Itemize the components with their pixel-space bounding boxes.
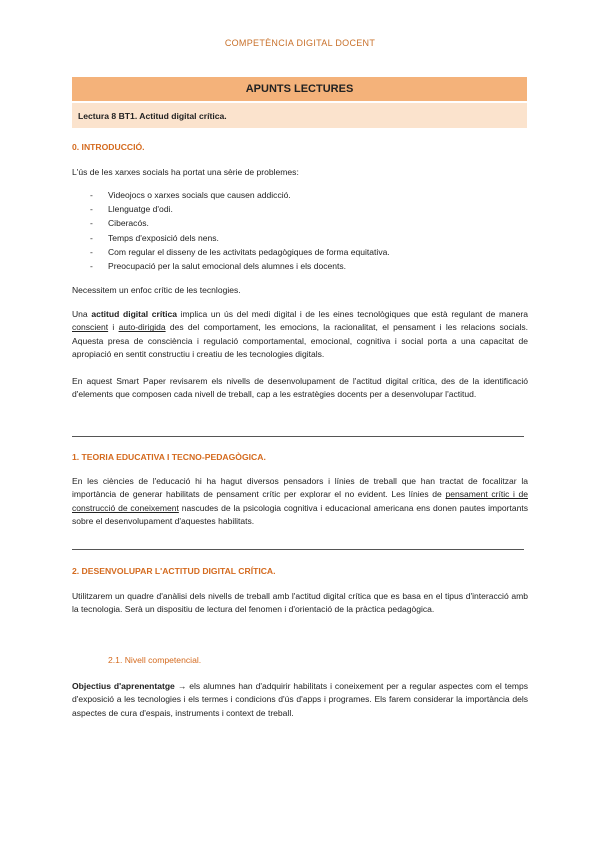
paragraph-definition: [72, 308, 528, 362]
list-item: - Ciberacós.: [90, 216, 390, 230]
text-run: i: [108, 322, 119, 333]
paragraph-teoria: [72, 475, 528, 529]
text-run: nascudes de la psicologia cognitiva i educacional americana ens donen pautes importants sobre el desenvolupament d'aquestes habilitats.: [72, 502, 529, 527]
list-item: - Videojocs o xarxes socials que causen addicció.: [90, 188, 390, 202]
page-header: COMPETÈNCIA DIGITAL DOCENT: [224, 38, 376, 48]
text-run: Una: [72, 309, 92, 319]
section-heading-teoria: 1. TEORIA EDUCATIVA I TECNO-PEDAGÒGICA.: [72, 452, 266, 462]
list-item: - Preocupació per la salut emocional dels alumnes i els docents.: [90, 259, 390, 273]
title-banner: [72, 77, 527, 101]
bold-term: actitud digital crítica: [91, 309, 177, 319]
section-heading-introduccio: 0. INTRODUCCIÓ.: [72, 142, 145, 152]
underlined-term: pensament crític i de construcció de coneixement: [72, 489, 529, 513]
list-item: - Llenguatge d'odi.: [90, 202, 390, 216]
text-run: implica un ús del medi digital i de les eines tecnològiques que està regulant de manera: [176, 309, 528, 319]
list-item: - Com regular el disseny de les activitats pedagògiques de forma equitativa.: [90, 245, 390, 259]
divider: [72, 549, 524, 550]
underlined-term: auto-dirigida: [118, 322, 166, 333]
document-title: APUNTS LECTURES: [245, 83, 354, 95]
lecture-title: Lectura 8 BT1. Actitud digital crítica.: [78, 110, 227, 121]
underlined-term: conscient: [72, 322, 109, 333]
text-run: → els alumnes han d'adquirir habilitats i coneixement per a regular aspectes com el temps d'exposició a les tecnologies i els termes i condicions d'ús d'apps i programes. Els farem considerar la importància dels aspectes de cura d'espais, instruments i context de treball.: [72, 681, 528, 718]
lecture-banner: [72, 103, 527, 128]
text-run: des del comportament, les emocions, la racionalitat, el pensament i les relacions socials. Aquesta presa de consciència i regulació comportamental, emocional, cognitiva i social porta a una capacitat de apropiació en sentit constructiu i creatiu de les tecnologies digitals.: [72, 322, 529, 360]
paragraph-enfoc: Necessitem un enfoc crític de les tecnlogies.: [72, 285, 241, 295]
paragraph-smart-paper: En aquest Smart Paper revisarem els nivells de desenvolupament de l'actitud digital crítica, des de la identificació d'elements que composen cada nivell de treball, cap a les estratègies docents per a desenvolupar l'actitud.: [72, 376, 528, 400]
text-run: En les ciències de l'educació hi ha hagut diversos pensadors i línies de treball que han tractat de focalitzar la importància de generar habilitats de pensament crític per explorar el no evident. Les línies de: [72, 476, 528, 500]
bold-term: Objectius d'aprenentatge: [72, 681, 175, 691]
section-heading-desenvolupar: 2. DESENVOLUPAR L'ACTITUD DIGITAL CRÍTICA.: [72, 566, 276, 576]
subsection-heading-nivell: 2.1. Nivell competencial.: [108, 655, 202, 665]
paragraph-objectius: [72, 680, 528, 720]
divider: [72, 436, 524, 437]
list-item: - Temps d'exposició dels nens.: [90, 231, 390, 245]
intro-text: L'ús de les xarxes socials ha portat una sèrie de problemes:: [72, 167, 299, 177]
problems-list: [90, 188, 390, 273]
paragraph-quadre: Utilitzarem un quadre d'anàlisi dels nivells de treball amb l'actitud digital crítica que es basa en el tipus d'interacció amb la tecnologia. Serà un dispositiu de lectura del fenomen i d'orientació de la pràctica pedagògica.: [72, 591, 528, 615]
